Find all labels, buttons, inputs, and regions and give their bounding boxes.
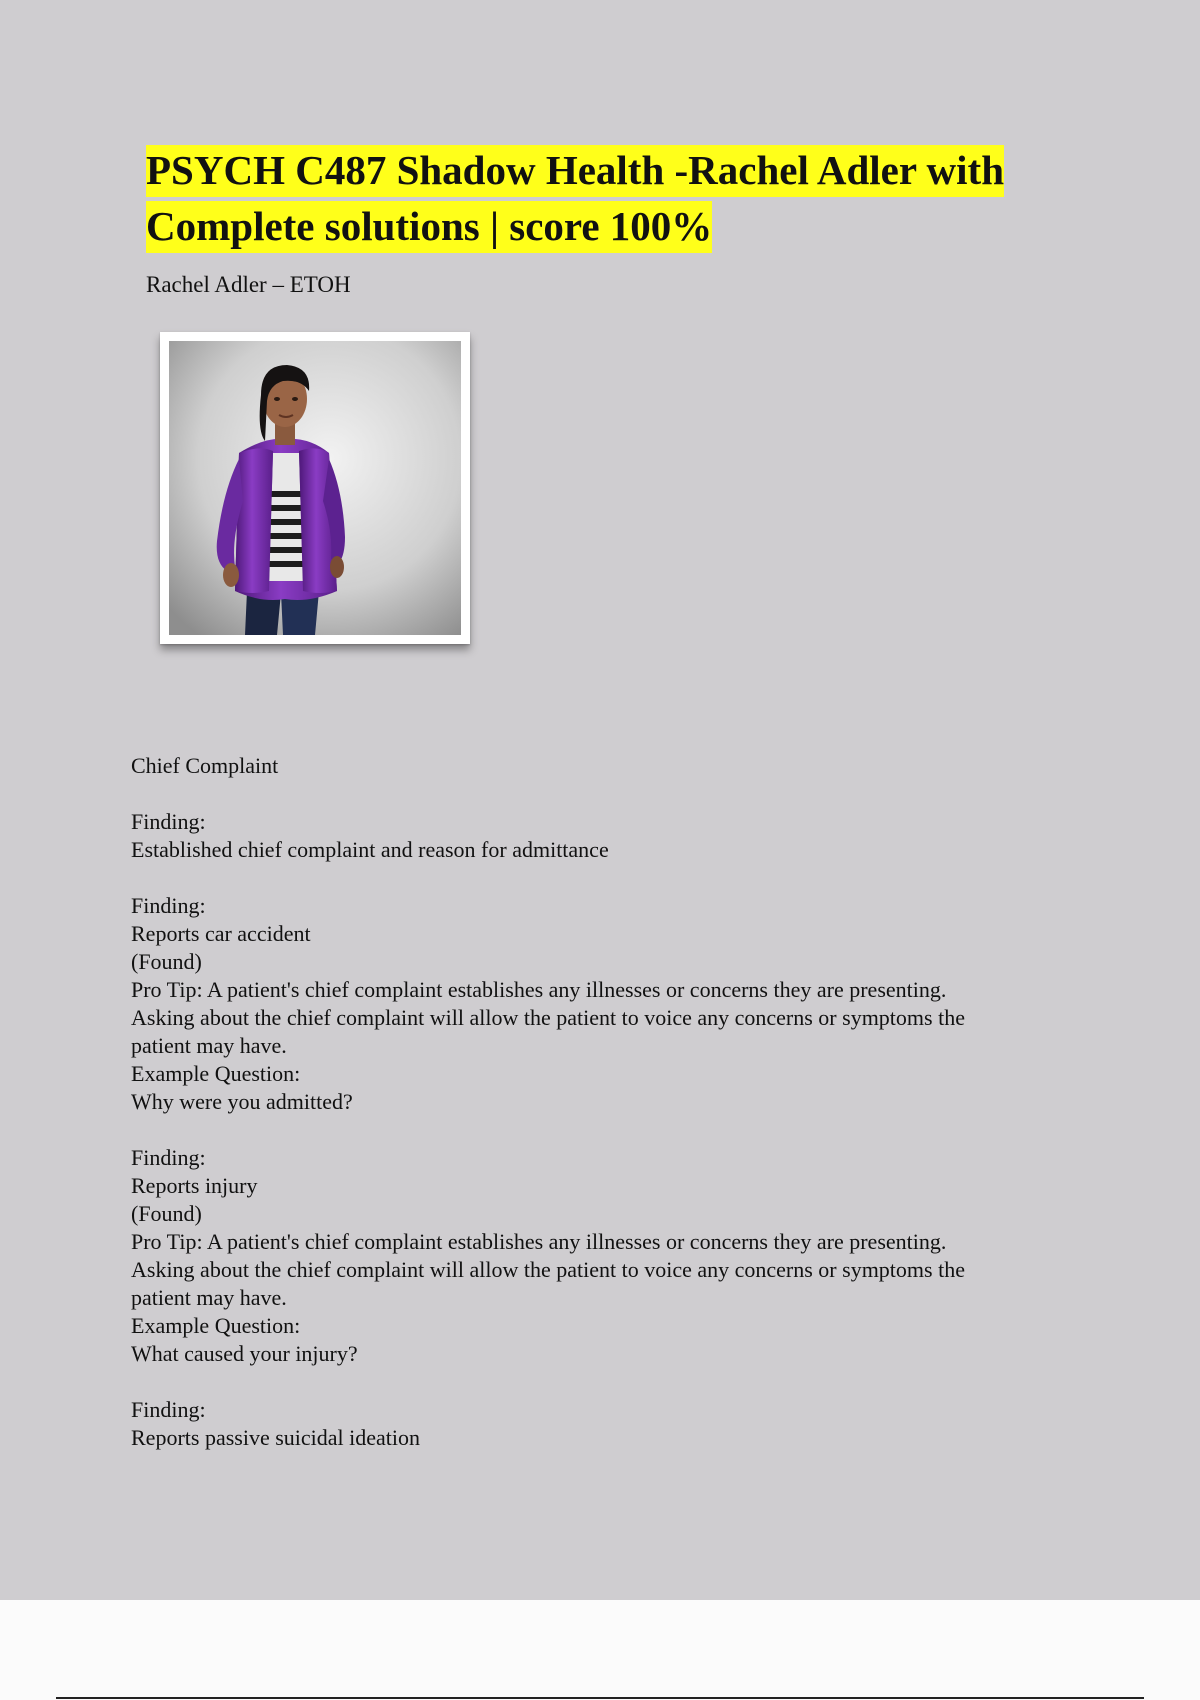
section-heading: Chief Complaint	[131, 753, 279, 778]
pro-tip-text: patient may have.	[131, 1033, 287, 1058]
example-question-label: Example Question:	[131, 1061, 301, 1086]
finding-status: (Found)	[131, 949, 202, 974]
title-line-2: Complete solutions | score 100%	[146, 201, 712, 253]
title-line-1: PSYCH C487 Shadow Health -Rachel Adler with	[146, 145, 1004, 197]
example-question-label: Example Question:	[131, 1313, 301, 1338]
finding-label: Finding:	[131, 1397, 206, 1422]
finding-item	[131, 1144, 1111, 1368]
page-footer-area	[0, 1600, 1200, 1700]
footer-divider	[56, 1697, 1144, 1699]
example-question-text: Why were you admitted?	[131, 1089, 353, 1114]
finding-label: Finding:	[131, 1145, 206, 1170]
pro-tip-text: patient may have.	[131, 1285, 287, 1310]
finding-text: Reports injury	[131, 1173, 258, 1198]
finding-status: (Found)	[131, 1201, 202, 1226]
document-title	[146, 142, 1146, 254]
finding-item	[131, 1396, 1111, 1452]
finding-text: Reports passive suicidal ideation	[131, 1425, 420, 1450]
patient-photo-frame	[160, 332, 470, 644]
document-subtitle: Rachel Adler – ETOH	[146, 272, 351, 297]
finding-item	[131, 808, 1111, 864]
patient-avatar-image	[169, 341, 461, 635]
finding-label: Finding:	[131, 809, 206, 834]
finding-text: Reports car accident	[131, 921, 311, 946]
finding-text: Established chief complaint and reason for admittance	[131, 837, 609, 862]
pro-tip-text: Pro Tip: A patient's chief complaint establishes any illnesses or concerns they are presenting.	[131, 1229, 947, 1254]
finding-label: Finding:	[131, 893, 206, 918]
pro-tip-text: Asking about the chief complaint will allow the patient to voice any concerns or symptoms the	[131, 1257, 965, 1282]
chief-complaint-section	[131, 752, 1111, 1452]
pro-tip-text: Asking about the chief complaint will allow the patient to voice any concerns or symptoms the	[131, 1005, 965, 1030]
example-question-text: What caused your injury?	[131, 1341, 358, 1366]
pro-tip-text: Pro Tip: A patient's chief complaint establishes any illnesses or concerns they are presenting.	[131, 977, 947, 1002]
finding-item	[131, 892, 1111, 1116]
